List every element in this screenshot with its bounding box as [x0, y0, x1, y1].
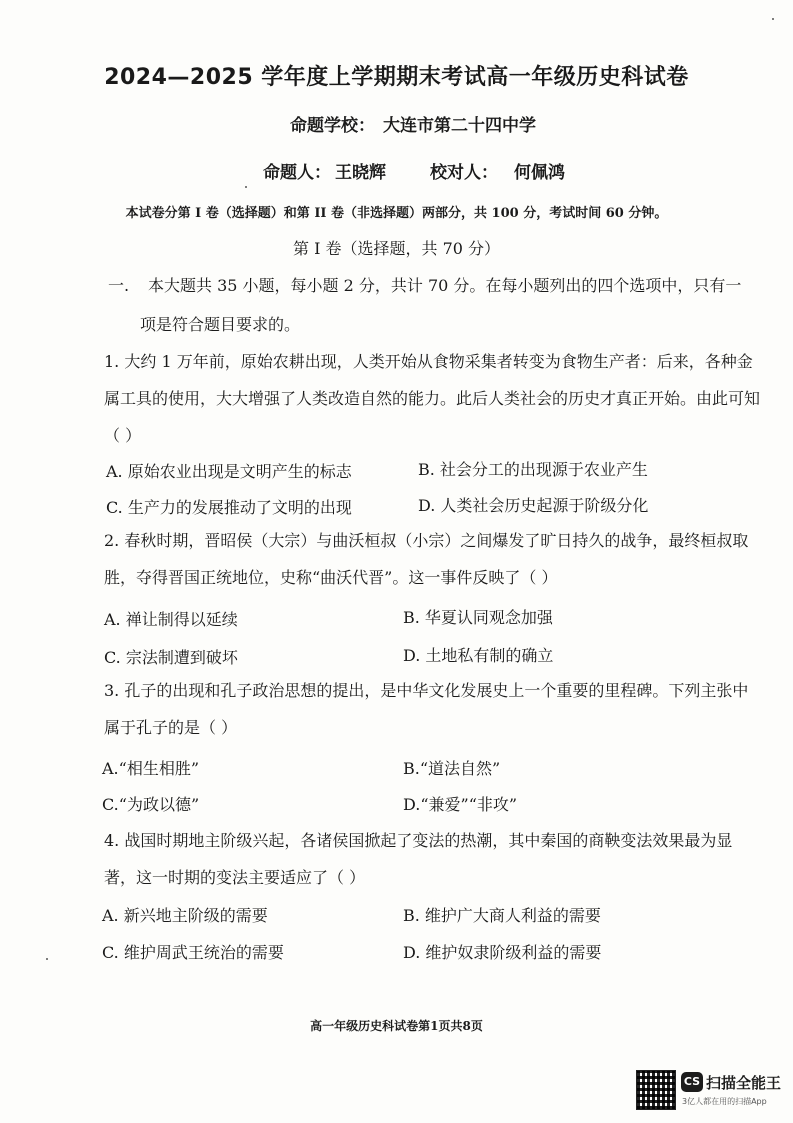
school-name: 大连市第二十四中学 — [383, 116, 536, 136]
question-3-option-c: C.“为政以德” — [102, 795, 200, 814]
checker-name: 何佩鸿 — [514, 163, 565, 183]
question-4-option-b: B. 维护广大商人利益的需要 — [403, 906, 601, 925]
page-footer: 高一年级历史科试卷第1页共8页 — [310, 1019, 483, 1033]
school-label: 命题学校： — [290, 116, 375, 136]
camscanner-name: 扫描全能王 — [706, 1074, 782, 1092]
question-3-stem: 3. 孔子的出现和孔子政治思想的提出，是中华文化发展史上一个重要的里程碑。下列主张中属于孔子的是（ ） — [104, 681, 749, 737]
scan-speck — [772, 18, 774, 20]
instruction-line-1: 本大题共 35 小题，每小题 2 分，共计 70 分。在每小题列出的四个选项中，只有一 — [148, 276, 742, 295]
school-line — [290, 111, 536, 136]
camscanner-slogan: 3亿人都在用的扫描App — [682, 1097, 767, 1106]
question-3-option-a: A.“相生相胜” — [102, 759, 200, 778]
section-heading: 第 I 卷（选择题，共 70 分） — [292, 239, 501, 258]
question-1-option-a: A. 原始农业出现是文明产生的标志 — [106, 462, 352, 481]
camscanner-logo: CS — [681, 1072, 703, 1092]
question-2-option-c: C. 宗法制遭到破坏 — [104, 648, 238, 667]
question-4-option-a: A. 新兴地主阶级的需要 — [102, 906, 268, 925]
question-1-option-c: C. 生产力的发展推动了文明的出现 — [106, 498, 352, 517]
instruction-number: 一. — [108, 276, 130, 295]
question-1-option-b: B. 社会分工的出现源于农业产生 — [418, 460, 648, 479]
question-1-stem: 1. 大约 1 万年前，原始农耕出现，人类开始从食物采集者转变为食物生产者：后来，各种金属工具的使用，大大增强了人类改造自然的能力。此后人类社会的历史才真正开始。由此可知（ ） — [104, 352, 761, 445]
question-2-stem: 2. 春秋时期，晋昭侯（大宗）与曲沃桓叔（小宗）之间爆发了旷日持久的战争，最终桓叔取胜，夺得晋国正统地位，史称“曲沃代晋”。这一事件反映了（ ） — [104, 531, 749, 587]
scan-speck — [46, 958, 48, 960]
qr-code-icon — [636, 1070, 676, 1110]
question-2-option-b: B. 华夏认同观念加强 — [403, 608, 553, 627]
exam-note: 本试卷分第 I 卷（选择题）和第 II 卷（非选择题）两部分，共 100 分，考试时间 60 分钟。 — [125, 206, 668, 221]
question-4-option-c: C. 维护周武王统治的需要 — [102, 943, 284, 962]
question-4-stem: 4. 战国时期地主阶级兴起，各诸侯国掀起了变法的热潮，其中秦国的商鞅变法效果最为显著，这一时期的变法主要适应了（ ） — [104, 831, 733, 887]
question-1-option-d: D. 人类社会历史起源于阶级分化 — [418, 496, 649, 515]
exam-title: 2024—2025 学年度上学期期末考试高一年级历史科试卷 — [104, 65, 689, 90]
question-2-option-d: D. 土地私有制的确立 — [403, 646, 554, 665]
checker-label: 校对人： — [430, 163, 498, 183]
question-3-option-b: B.“道法自然” — [403, 759, 501, 778]
question-3-option-d: D.“兼爱”“非攻” — [403, 795, 518, 814]
instruction-line-2: 项是符合题目要求的。 — [140, 315, 301, 334]
scan-speck — [245, 186, 247, 188]
author-name: 王晓辉 — [335, 163, 386, 183]
author-line — [263, 158, 565, 183]
question-4-option-d: D. 维护奴隶阶级利益的需要 — [403, 943, 602, 962]
question-2-option-a: A. 禅让制得以延续 — [104, 610, 238, 629]
author-label: 命题人： — [263, 163, 331, 183]
